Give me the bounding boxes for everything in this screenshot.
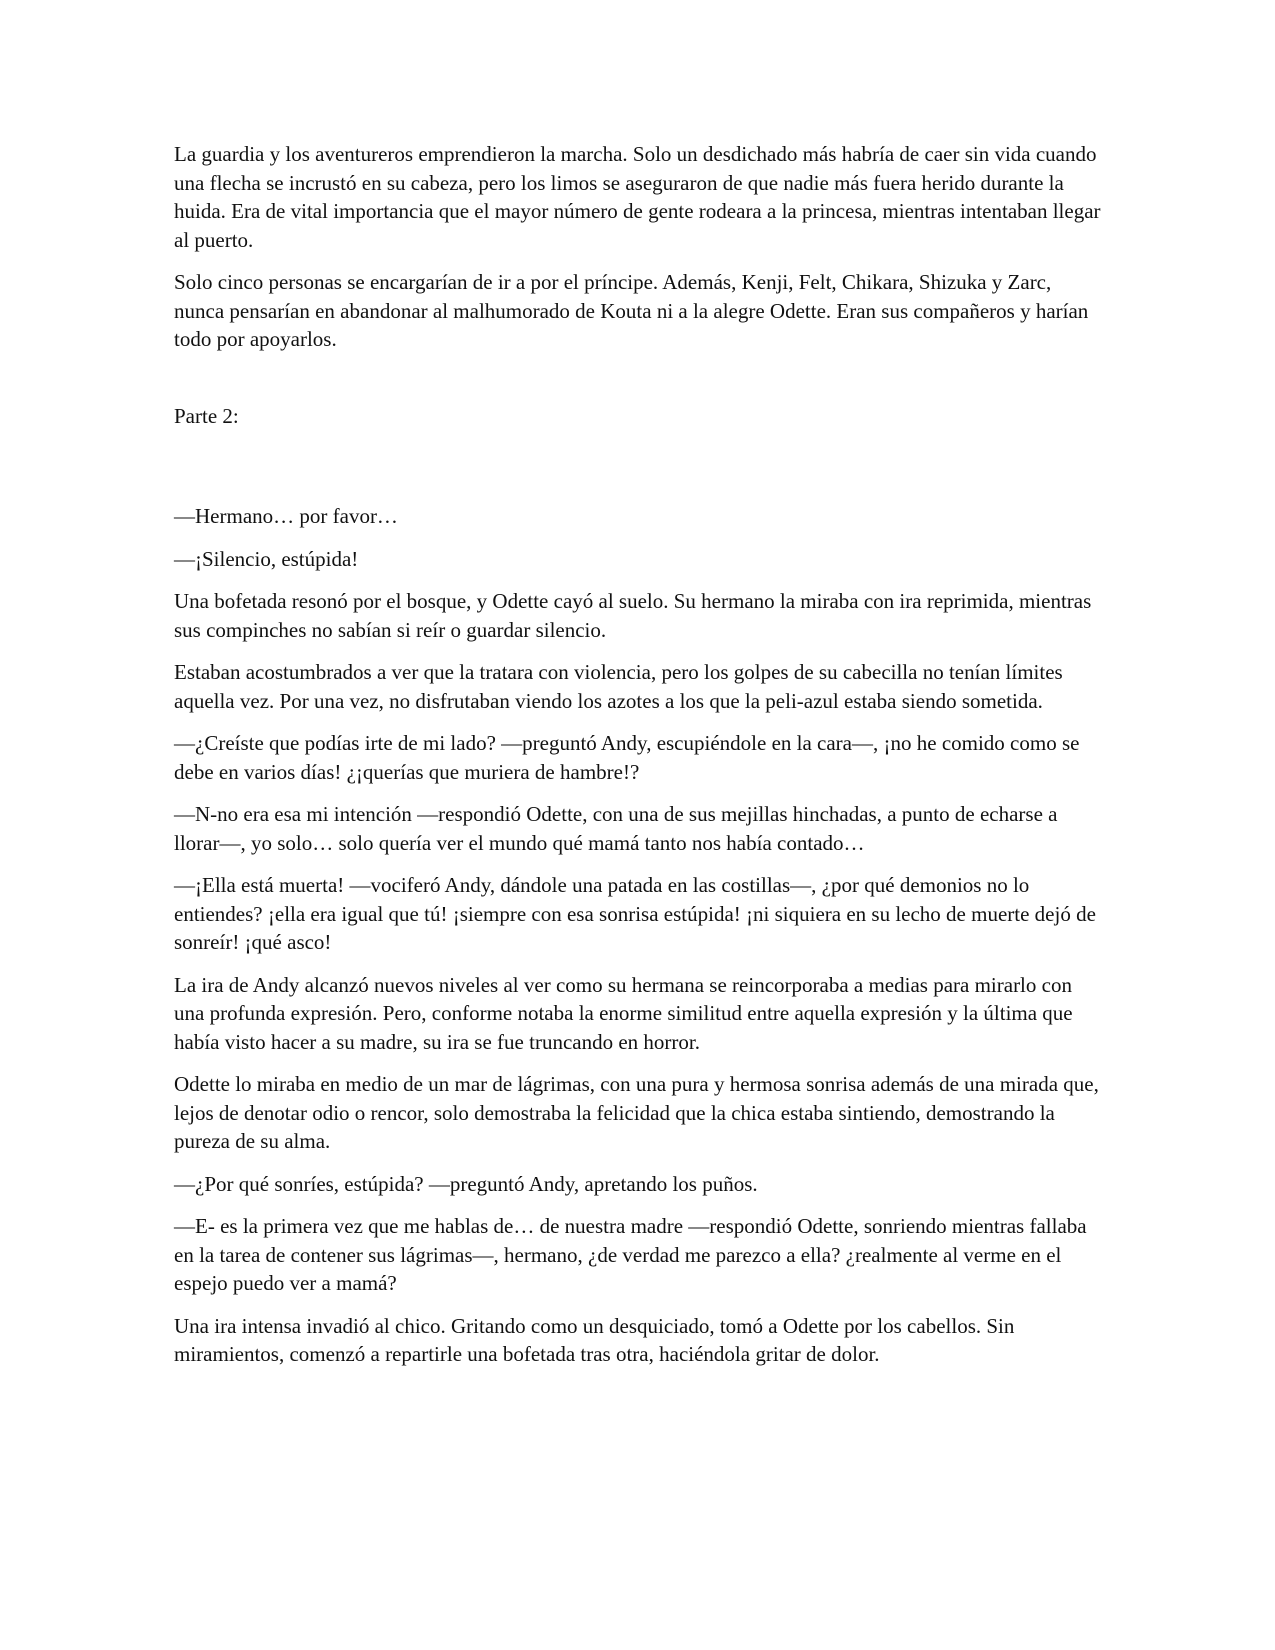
paragraph: —¿Por qué sonríes, estúpida? —preguntó Andy, apretando los puños. [174,1171,758,1196]
paragraph: —¡Silencio, estúpida! [174,546,359,571]
paragraph: —Hermano… por favor… [174,504,398,528]
paragraph: Odette lo miraba en medio de un mar de lágrimas, con una pura y hermosa sonrisa además de una mirada que, lejos de denotar odio o rencor, solo demostraba la felicidad que la chica estaba sintiendo, demostrando la pureza de su alma. [174,1072,1099,1153]
section-heading: Parte 2: [174,403,239,428]
paragraph: —N-no era esa mi intención —respondió Odette, con una de sus mejillas hinchadas, a punto de echarse a llorar—, yo solo… solo quería ver el mundo qué mamá tanto nos había contado… [174,802,1058,855]
paragraph: La guardia y los aventureros emprendieron la marcha. Solo un desdichado más habría de caer sin vida cuando una flecha se incrustó en su cabeza, pero los limos se aseguraron de que nadie más fuera herido durante la huida. Era de vital importancia que el mayor número de gente rodeara a la princesa, mientras intentaban llegar al puerto. [174,142,1101,252]
paragraph: Solo cinco personas se encargarían de ir a por el príncipe. Además, Kenji, Felt, Chikara, Shizuka y Zarc, nunca pensarían en abandonar al malhumorado de Kouta ni a la alegre Odette. Eran sus compañeros y harían todo por apoyarlos. [174,270,1089,351]
paragraph: Una ira intensa invadió al chico. Gritando como un desquiciado, tomó a Odette por los cabellos. Sin miramientos, comenzó a repartirle una bofetada tras otra, haciéndola gritar de dolor. [174,1313,1015,1366]
paragraph: —E- es la primera vez que me hablas de… de nuestra madre —respondió Odette, sonriendo mientras fallaba en la tarea de contener sus lágrimas—, hermano, ¿de verdad me parezco a ella? ¿realmente al verme en el espejo puedo ver a mamá? [174,1214,1087,1295]
paragraph: La ira de Andy alcanzó nuevos niveles al ver como su hermana se reincorporaba a medias para mirarlo con una profunda expresión. Pero, conforme notaba la enorme similitud entre aquella expresión y la última que había visto hacer a su madre, su ira se fue truncando en horror. [174,972,1073,1054]
paragraph: Estaban acostumbrados a ver que la tratara con violencia, pero los golpes de su cabecilla no tenían límites aquella vez. Por una vez, no disfrutaban viendo los azotes a los que la peli-azul estaba siendo sometida. [174,660,1063,713]
paragraph: —¡Ella está muerta! —vociferó Andy, dándole una patada en las costillas—, ¿por qué demonios no lo entiendes? ¡ella era igual que tú! ¡siempre con esa sonrisa estúpida! ¡ni siquiera en su lecho de muerte dejó de sonreír! ¡qué asco! [174,873,1096,954]
paragraph: Una bofetada resonó por el bosque, y Odette cayó al suelo. Su hermano la miraba con ira reprimida, mientras sus compinches no sabían si reír o guardar silencio. [174,589,1092,642]
document-page [174,140,1104,1383]
paragraph: —¿Creíste que podías irte de mi lado? —preguntó Andy, escupiéndole en la cara—, ¡no he comido como se debe en varios días! ¿¡querías que muriera de hambre!? [174,731,1080,784]
